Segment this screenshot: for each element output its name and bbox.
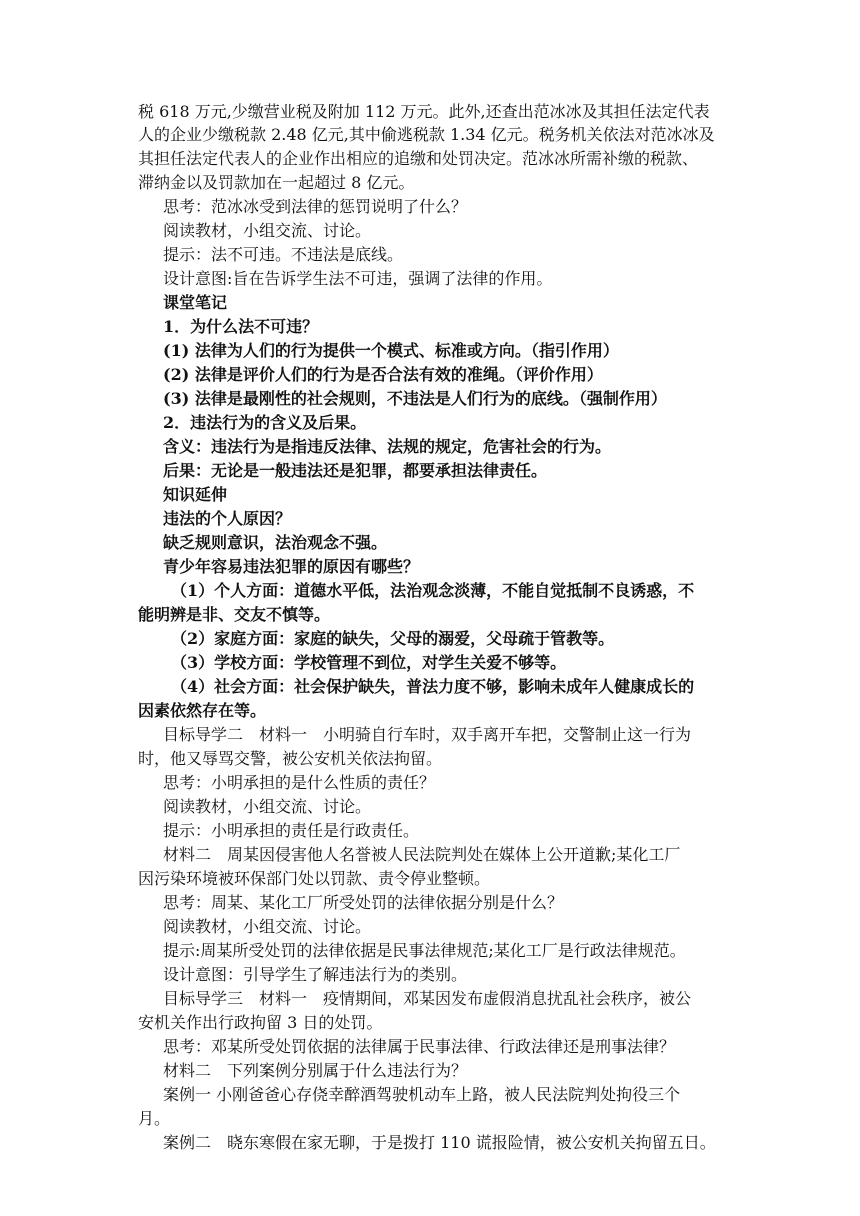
text-line: (3) 法律是最刚性的社会规则，不违法是人们行为的底线。（强制作用） [163,389,667,408]
text-line: 材料二 下列案例分别属于什么违法行为？ [163,1061,468,1080]
text-line: 2．违法行为的含义及后果。 [163,413,367,432]
text-line: 后果：无论是一般违法还是犯罪，都要承担法律责任。 [163,461,548,480]
text-line: 人的企业少缴税款 2.48 亿元,其中偷逃税款 1.34 亿元。税务机关依法对范冰冰及 [138,125,715,144]
section-heading: 知识延伸 [163,485,228,504]
text-line: 思考：周某、某化工厂所受处罚的法律依据分别是什么？ [163,893,564,912]
text-line: 设计意图：引导学生了解违法行为的类别。 [163,965,468,984]
text-line: 月。 [138,1109,171,1128]
text-line: 目标导学二 材料一 小明骑自行车时，双手离开车把，交警制止这一行为 [163,725,692,744]
text-line: （1）个人方面：道德水平低，法治观念淡薄，不能自觉抵制不良诱惑，不 [171,581,695,600]
text-line: 时，他又辱骂交警，被公安机关依法拘留。 [138,749,443,768]
text-line: (2) 法律是评价人们的行为是否合法有效的准绳。（评价作用） [163,365,603,384]
text-line: 阅读教材，小组交流、讨论。 [163,221,372,240]
text-line: 滞纳金以及罚款加在一起超过 8 亿元。 [138,173,415,192]
text-line: 思考：邓某所受处罚依据的法律属于民事法律、行政法律还是刑事法律？ [163,1037,676,1056]
text-line: 材料二 周某因侵害他人名誉被人民法院判处在媒体上公开道歉;某化工厂 [163,845,681,864]
text-line: 能明辨是非、交友不慎等。 [138,605,331,624]
text-line: 因素依然存在等。 [138,701,267,720]
text-line: 违法的个人原因？ [163,509,292,528]
text-line: 安机关作出行政拘留 3 日的处罚。 [138,1013,383,1032]
text-line: （3）学校方面：学校管理不到位，对学生关爱不够等。 [171,653,567,672]
text-line: 案例二 晓东寒假在家无聊，于是拨打 110 谎报险情，被公安机关拘留五日。 [163,1133,716,1152]
text-line: 提示：小明承担的责任是行政责任。 [163,821,420,840]
text-line: 含义：违法行为是指违反法律、法规的规定，危害社会的行为。 [163,437,612,456]
text-line: 青少年容易违法犯罪的原因有哪些？ [163,557,420,576]
text-line: （4）社会方面：社会保护缺失，普法力度不够，影响未成年人健康成长的 [171,677,695,696]
text-line: 其担任法定代表人的企业作出相应的追缴和处罚决定。范冰冰所需补缴的税款、 [138,149,699,168]
text-line: 目标导学三 材料一 疫情期间，邓某因发布虚假消息扰乱社会秩序，被公 [163,989,692,1008]
text-line: 阅读教材，小组交流、讨论。 [163,917,372,936]
text-line: 案例一 小刚爸爸心存侥幸醉酒驾驶机动车上路，被人民法院判处拘役三个 [163,1085,681,1104]
text-line: 1．为什么法不可违？ [163,317,319,336]
text-line: 思考：小明承担的是什么性质的责任？ [163,773,436,792]
section-heading: 课堂笔记 [163,293,228,312]
text-line: （2）家庭方面：家庭的缺失，父母的溺爱，父母疏于管教等。 [171,629,615,648]
text-line: 提示：法不可违。不违法是底线。 [163,245,404,264]
text-line: 税 618 万元,少缴营业税及附加 112 万元。此外,还查出范冰冰及其担任法定代表 [138,102,710,121]
text-line: 思考：范冰冰受到法律的惩罚说明了什么？ [163,197,468,216]
text-line: 缺乏规则意识，法治观念不强。 [163,533,388,552]
text-line: 设计意图:旨在告诉学生法不可违，强调了法律的作用。 [163,269,553,288]
text-line: 因污染环境被环保部门处以罚款、责令停业整顿。 [138,869,491,888]
text-line: (1) 法律为人们的行为提供一个模式、标准或方向。（指引作用） [163,341,619,360]
text-line: 阅读教材，小组交流、讨论。 [163,797,372,816]
text-line: 提示:周某所受处罚的法律依据是民事法律规范;某化工厂是行政法律规范。 [163,941,686,960]
